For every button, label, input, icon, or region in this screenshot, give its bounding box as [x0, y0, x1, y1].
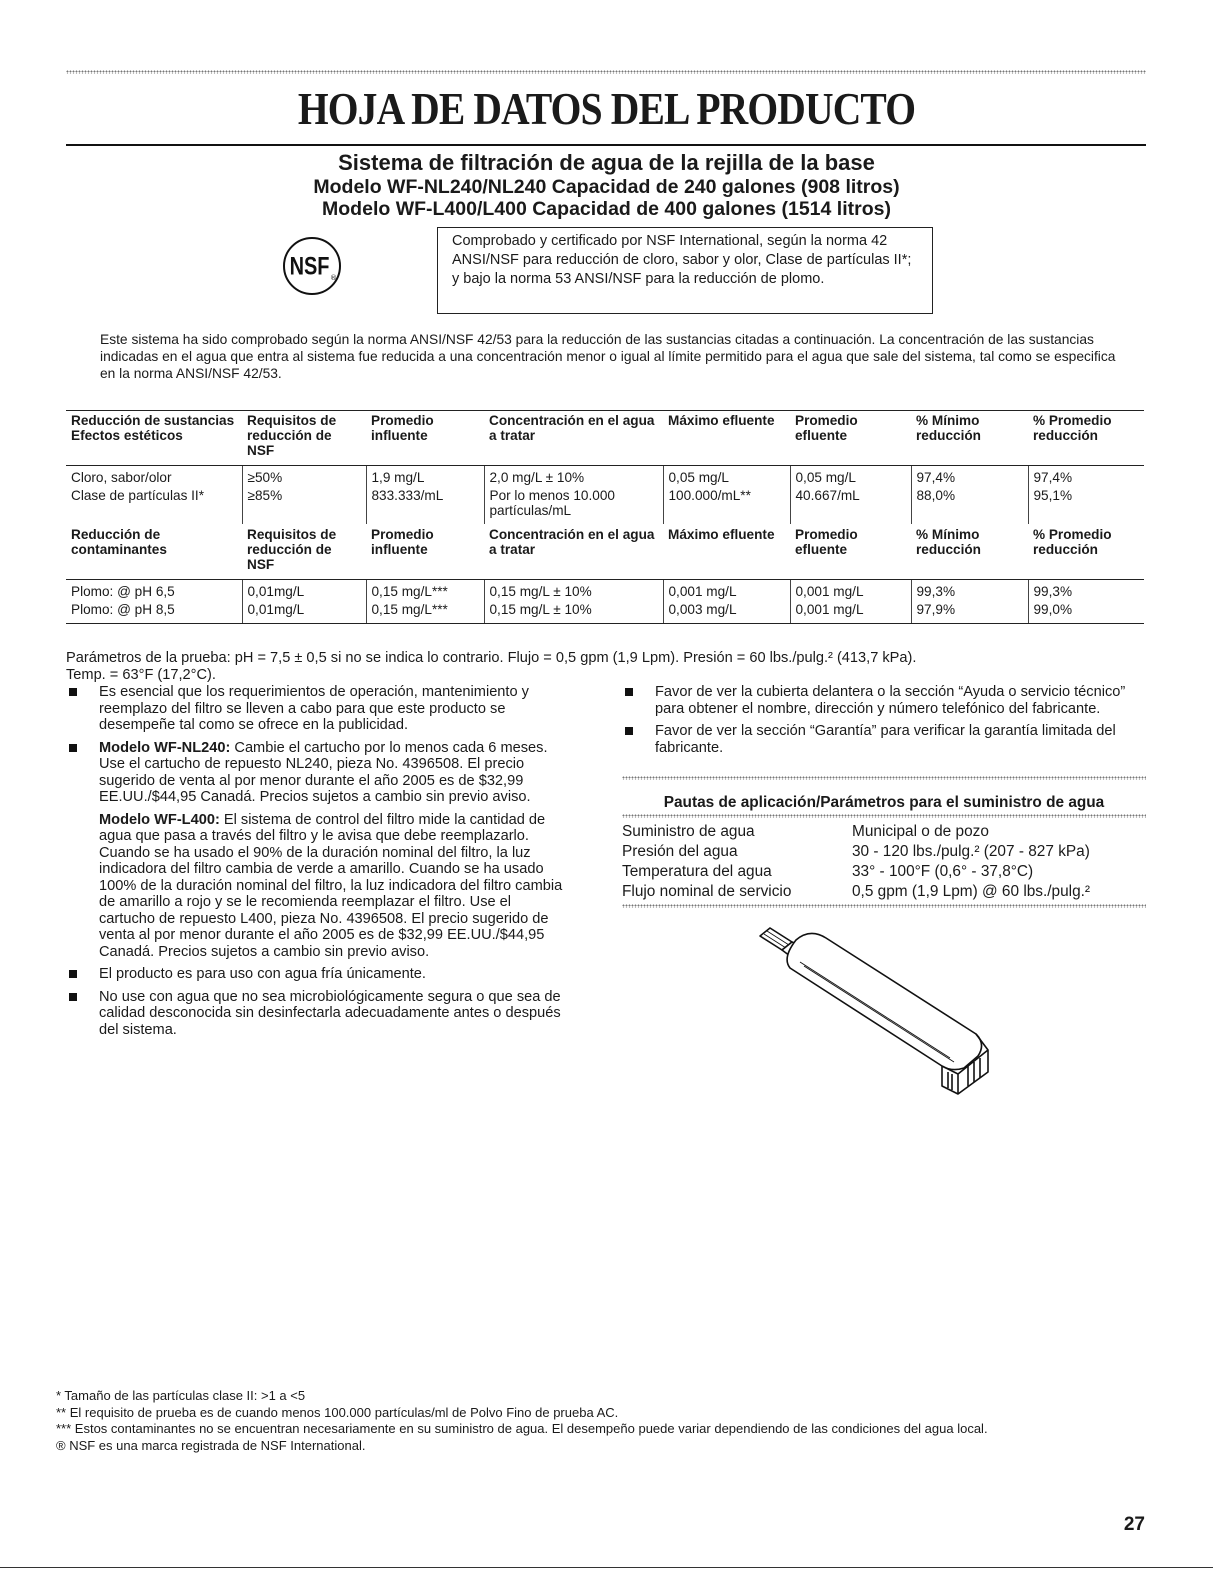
table-cell: Plomo: @ pH 6,5	[66, 580, 242, 602]
guidelines-dotted-rule	[622, 776, 1146, 780]
table-cell: 1,9 mg/L	[366, 466, 484, 488]
product-subtitle: Sistema de filtración de agua de la rejilla de la base	[338, 150, 875, 175]
bullet-item	[622, 723, 1146, 756]
guidelines-title: Pautas de aplicación/Parámetros para el suministro de agua	[663, 794, 1105, 811]
guidelines-dotted-rule	[622, 814, 1146, 818]
bullet-text: Cambie el cartucho por lo menos cada 6 meses. Use el cartucho de repuesto NL240, pieza No. 4396508. El precio sugerido de venta al por menor durante el año 2005 es de $32,99 EE.UU./$44,95 Canadá. Precios sujetos a cambio sin previo aviso.	[99, 739, 548, 805]
guidelines-table	[622, 822, 1146, 902]
table1-header-cell: Concentración en el agua a tratar	[484, 411, 663, 466]
footnote: * Tamaño de las partículas clase II: >1 a <5	[56, 1388, 306, 1403]
bottom-rule	[0, 1567, 1213, 1568]
bullet-item	[66, 966, 566, 983]
test-parameters-line: Parámetros de la prueba: pH = 7,5 ± 0,5 si no se indica lo contrario. Flujo = 0,5 gpm (1,9 Lpm). Presión = 60 lbs./pulg.² (413,7 kPa).	[66, 650, 917, 666]
right-column	[622, 684, 1146, 762]
table-cell: 0,001 mg/L	[790, 580, 911, 602]
table-cell: 0,15 mg/L***	[366, 580, 484, 602]
table2-row	[66, 580, 1144, 602]
bullet-item	[66, 989, 566, 1039]
guidelines-row	[622, 882, 1146, 902]
table-cell: 0,15 mg/L ± 10%	[484, 601, 663, 624]
table2-header-cell: Reducción de contaminantes	[71, 527, 167, 557]
filter-cartridge-icon	[752, 922, 992, 1098]
page-title: HOJA DE DATOS DEL PRODUCTO	[297, 83, 916, 134]
table-cell: 97,4%	[1028, 466, 1144, 488]
table2-header-cell: % Mínimo reducción	[916, 527, 981, 557]
table1-header-cell: Promedio efluente	[790, 411, 911, 466]
table1-header-cell: Promedio influente	[366, 411, 484, 466]
footnote: ® NSF es una marca registrada de NSF International.	[56, 1437, 366, 1453]
footnotes	[56, 1388, 1146, 1454]
certification-box	[437, 227, 933, 314]
bullet-lead: Modelo WF-NL240:	[99, 739, 231, 756]
table-cell: 99,3%	[911, 580, 1028, 602]
table-cell: 833.333/mL	[366, 487, 484, 524]
bullet-lead: Modelo WF-L400:	[99, 811, 220, 828]
bullet-square-icon	[69, 993, 77, 1001]
table-cell: 0,001 mg/L	[663, 580, 790, 602]
bullet-square-icon	[69, 744, 77, 752]
guidelines-value: Municipal o de pozo	[852, 823, 989, 840]
bullet-text: No use con agua que no sea microbiológicamente segura o que sea de calidad desconocida sin desinfectarla adecuadamente antes o después del sistema.	[99, 988, 561, 1038]
footnote: ** El requisito de prueba es de cuando menos 100.000 partículas/ml de Polvo Fino de prueba AC.	[56, 1404, 619, 1420]
table2-header-row	[66, 524, 1144, 580]
test-parameters	[66, 650, 1146, 684]
top-dotted-rule	[66, 70, 1146, 74]
guidelines-row	[622, 862, 1146, 882]
table-cell: 0,01mg/L	[242, 601, 366, 624]
guidelines-row	[622, 842, 1146, 862]
table-cell: 0,001 mg/L	[790, 601, 911, 624]
bullet-item	[622, 684, 1146, 717]
table1-header-cell: Reducción de sustancias Efectos estéticos	[66, 411, 242, 466]
table-cell: Cloro, sabor/olor	[66, 466, 242, 488]
table-cell: ≥85%	[242, 487, 366, 524]
bullet-text: El producto es para uso con agua fría únicamente.	[99, 966, 426, 982]
table-cell: ≥50%	[242, 466, 366, 488]
bullet-text: Es esencial que los requerimientos de operación, mantenimiento y reemplazo del filtro se lleven a cabo para que este producto se desempeñe tal como se ofrece en la publicidad.	[99, 684, 529, 733]
table-cell: 99,3%	[1028, 580, 1144, 602]
bullet-item	[66, 740, 566, 806]
table-cell: 0,15 mg/L ± 10%	[484, 580, 663, 602]
table-cell: 99,0%	[1028, 601, 1144, 624]
intro-paragraph: Este sistema ha sido comprobado según la norma ANSI/NSF 42/53 para la reducción de las sustancias citadas a continuación. La concentración de las sustancias indicadas en el agua que entra al sistema fue reducida a una concentración menor o igual al límite permitido para el agua que sale del sistema, tal como se especifica en la norma ANSI/NSF 42/53.	[100, 332, 1116, 381]
table-cell: 0,01mg/L	[242, 580, 366, 602]
bullet-square-icon	[69, 970, 77, 978]
table-cell: 97,4%	[911, 466, 1028, 488]
guidelines-value: 30 - 120 lbs./pulg.² (207 - 827 kPa)	[852, 843, 1090, 860]
table2-header-cell: Promedio influente	[371, 527, 434, 557]
guidelines-key: Presión del agua	[622, 843, 738, 860]
guidelines-key: Suministro de agua	[622, 823, 755, 840]
table-cell: 95,1%	[1028, 487, 1144, 524]
table-cell: Clase de partículas II*	[71, 488, 204, 503]
table2-header-cell: Promedio efluente	[795, 527, 858, 557]
bullet-square-icon	[69, 688, 77, 696]
guidelines-key: Temperatura del agua	[622, 863, 772, 880]
guidelines-value: 0,5 gpm (1,9 Lpm) @ 60 lbs./pulg.²	[852, 883, 1091, 900]
table-cell: 0,003 mg/L	[663, 601, 790, 624]
bullet-item	[66, 684, 566, 734]
table-cell: 100.000/mL**	[663, 487, 790, 524]
table1-header-cell: % Promedio reducción	[1028, 411, 1144, 466]
table1-header-cell: Requisitos de reducción de NSF	[242, 411, 366, 466]
bullet-text: Favor de ver la sección “Garantía” para verificar la garantía limitada del fabricante.	[655, 723, 1116, 756]
guidelines-dotted-rule	[622, 904, 1146, 908]
table1-header-row	[66, 411, 1144, 466]
table-cell: 97,9%	[911, 601, 1028, 624]
table-cell: Por lo menos 10.000 partículas/mL	[484, 487, 663, 524]
table2-header-cell: Máximo efluente	[668, 527, 775, 542]
performance-table	[66, 410, 1144, 624]
table-cell: 88,0%	[911, 487, 1028, 524]
test-parameters-line: Temp. = 63°F (17,2°C).	[66, 667, 216, 683]
table-cell: Plomo: @ pH 8,5	[66, 601, 242, 624]
svg-text:®: ®	[330, 274, 337, 282]
left-column	[66, 684, 566, 1044]
table2-header-cell: % Promedio reducción	[1033, 527, 1112, 557]
table-cell: 0,05 mg/L	[663, 466, 790, 488]
bullet-text: El sistema de control del filtro mide la cantidad de agua que pasa a través del filtro y le avisa que debe reemplazarlo. Cuando se ha usado el 90% de la duración nominal del filtro, la luz indicadora del filtro cambia de verde a amarillo. Cuando se ha usado 100% de la duración nominal del filtro, la luz indicadora del filtro cambia de amarillo a rojo y se le recomienda reemplazar el filtro. Use el cartucho de repuesto L400, pieza No. 4396508. El precio sugerido de venta al por menor durante el año 2005 es de $32,99 EE.UU./$44,95 Canadá. Precios sujetos a cambio sin previo aviso.	[99, 811, 563, 960]
guidelines-key: Flujo nominal de servicio	[622, 883, 792, 900]
nsf-logo-text: NSF	[289, 251, 330, 280]
model-line-2: Modelo WF-L400/L400 Capacidad de 400 galones (1514 litros)	[322, 198, 891, 220]
sub-paragraph	[66, 812, 566, 961]
table-cell: 0,15 mg/L***	[366, 601, 484, 624]
footnote: *** Estos contaminantes no se encuentran necesariamente en su suministro de agua. El desempeño puede variar dependiendo de las condiciones del agua local.	[56, 1421, 988, 1436]
nsf-logo-icon	[282, 236, 342, 296]
guidelines-value: 33° - 100°F (0,6° - 37,8°C)	[852, 863, 1034, 880]
table2-header-cell: Requisitos de reducción de NSF	[247, 527, 337, 572]
model-line-1: Modelo WF-NL240/NL240 Capacidad de 240 galones (908 litros)	[313, 176, 900, 198]
bullet-square-icon	[625, 727, 633, 735]
table-cell: 2,0 mg/L ± 10%	[484, 466, 663, 488]
table1-header-cell: Máximo efluente	[663, 411, 790, 466]
table1-row	[66, 466, 1144, 488]
certification-text: Comprobado y certificado por NSF International, según la norma 42 ANSI/NSF para reducción de cloro, sabor y olor, Clase de partículas II*; y bajo la norma 53 ANSI/NSF para la reducción de plomo.	[452, 233, 912, 287]
table-cell: 0,05 mg/L	[790, 466, 911, 488]
title-rule	[66, 144, 1146, 146]
guidelines-row	[622, 822, 1146, 842]
table-cell: 40.667/mL	[790, 487, 911, 524]
bullet-text: Favor de ver la cubierta delantera o la sección “Ayuda o servicio técnico” para obtener el nombre, dirección y número telefónico del fabricante.	[655, 684, 1126, 717]
table2-header-cell: Concentración en el agua a tratar	[489, 527, 655, 557]
page-number: 27	[1123, 1514, 1145, 1535]
table2-row	[66, 601, 1144, 624]
table1-row	[66, 487, 1144, 524]
bullet-square-icon	[625, 688, 633, 696]
table1-header-cell: % Mínimo reducción	[911, 411, 1028, 466]
